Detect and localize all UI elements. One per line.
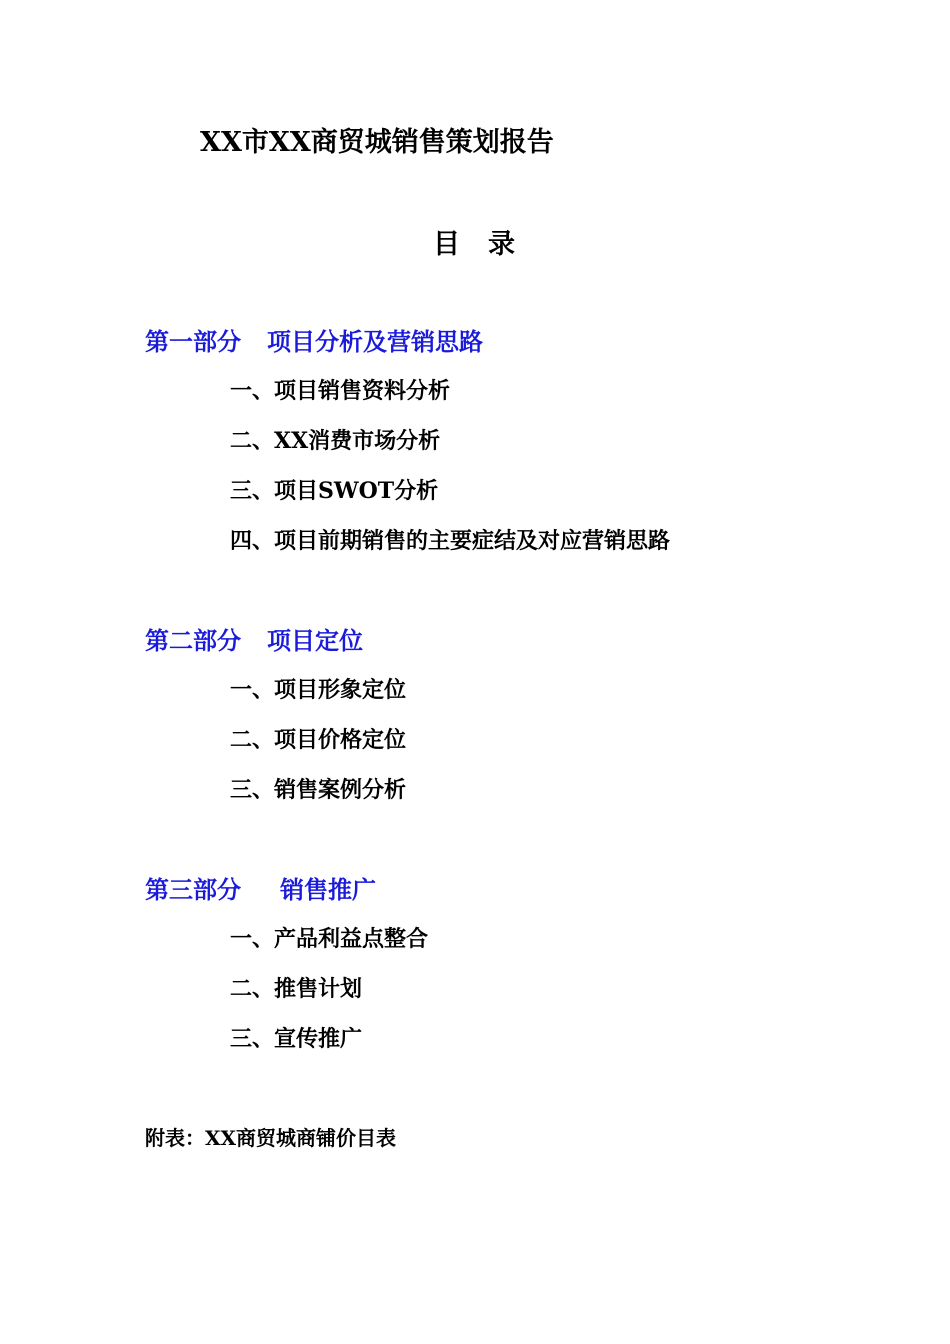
part-title-3 (145, 870, 376, 905)
part-number: 第一部分 (145, 327, 241, 356)
toc-item: 四、项目前期销售的主要症结及对应营销思路 (230, 528, 671, 554)
toc-item: 二、XX消费市场分析 (230, 428, 441, 454)
part-title-1 (145, 322, 483, 357)
toc-heading-right: 录 (488, 229, 515, 260)
part-name: 项目定位 (267, 626, 363, 655)
part-number: 第二部分 (145, 626, 241, 655)
toc-item: 二、推售计划 (230, 976, 363, 1002)
toc-item: 三、销售案例分析 (230, 777, 407, 803)
toc-item: 一、产品利益点整合 (230, 926, 429, 952)
toc-heading (433, 222, 515, 261)
toc-item: 一、项目销售资料分析 (230, 378, 451, 404)
toc-item: 二、项目价格定位 (230, 727, 407, 753)
toc-item: 一、项目形象定位 (230, 677, 407, 703)
toc-heading-left: 目 (433, 229, 460, 260)
part-name: 项目分析及营销思路 (267, 327, 483, 356)
part-number: 第三部分 (145, 875, 241, 904)
appendix-line: 附表：XX商贸城商铺价目表 (145, 1126, 397, 1150)
toc-item: 三、项目SWOT分析 (230, 478, 439, 504)
toc-item: 三、宣传推广 (230, 1026, 363, 1052)
document-title: XX市XX商贸城销售策划报告 (200, 127, 554, 158)
part-name: 销售推广 (280, 875, 376, 904)
part-title-2 (145, 621, 363, 656)
